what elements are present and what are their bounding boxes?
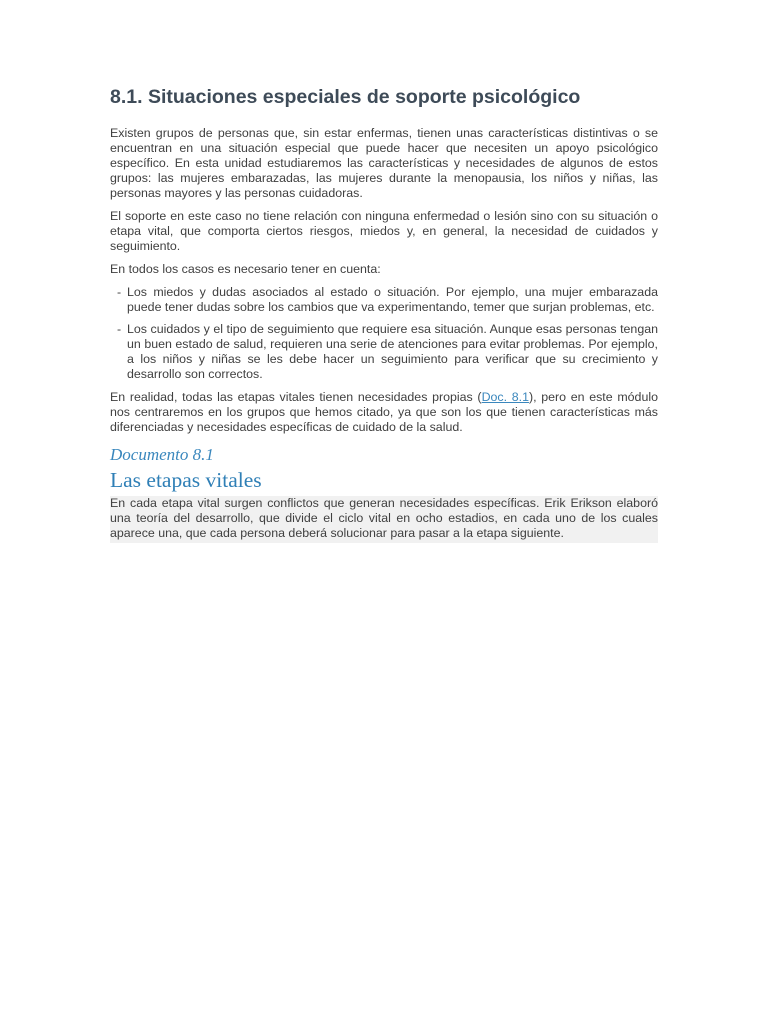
list-item-text: Los miedos y dudas asociados al estado o situación. Por ejemplo, una mujer embarazada puede tener dudas sobre los cambios que va experimentando, temer que surjan problemas, etc. [127, 285, 658, 314]
list-dash: - [117, 322, 122, 336]
list-item-text: Los cuidados y el tipo de seguimiento que requiere esa situación. Aunque esas personas tengan un buen estado de salud, requieren una serie de atenciones para evitar problemas. Por ejemplo, a los niños y niñas se les debe hacer un seguimiento para verificar que su crecimiento y desarrollo son correctos. [127, 322, 658, 381]
stages-paragraph [110, 390, 658, 435]
support-paragraph: El soporte en este caso no tiene relación con ninguna enfermedad o lesión sino con su situación o etapa vital, que comporta ciertos riesgos, miedos y, en general, la necesidad de cuidados y seguimiento. [110, 209, 658, 253]
considerations-intro: En todos los casos es necesario tener en cuenta: [110, 262, 381, 276]
stages-paragraph-start: En realidad, todas las etapas vitales tienen necesidades propias ( [110, 390, 482, 404]
section-title: 8.1. Situaciones especiales de soporte psicológico [110, 86, 581, 108]
intro-paragraph: Existen grupos de personas que, sin estar enfermas, tienen unas características distintivas o se encuentran en una situación especial que puede hacer que necesiten un apoyo psicológico específico. En esta unidad estudiaremos las características y necesidades de algunos de estos grupos: las mujeres embarazadas, las mujeres durante la menopausia, los niños y niñas, las personas mayores y las personas cuidadoras. [110, 126, 658, 200]
document-page [110, 84, 658, 543]
list-dash: - [117, 285, 122, 299]
doc-reference-link[interactable]: Doc. 8.1 [481, 390, 529, 404]
list-item [110, 322, 658, 382]
list-item [110, 285, 658, 315]
document-label: Documento 8.1 [110, 445, 214, 464]
stages-paragraph-end: ), pero en este módulo nos centraremos en los grupos que hemos citado, ya que son los que tienen características más diferenciadas y necesidades específicas de cuidado de la salud. [110, 390, 658, 434]
document-title: Las etapas vitales [110, 468, 262, 492]
considerations-list [110, 285, 658, 382]
document-body: En cada etapa vital surgen conflictos que generan necesidades específicas. Erik Erikson elaboró una teoría del desarrollo, que divide el ciclo vital en ocho estadios, en cada uno de los cuales aparece una, que cada persona deberá solucionar para pasar a la etapa siguiente. [110, 496, 658, 543]
